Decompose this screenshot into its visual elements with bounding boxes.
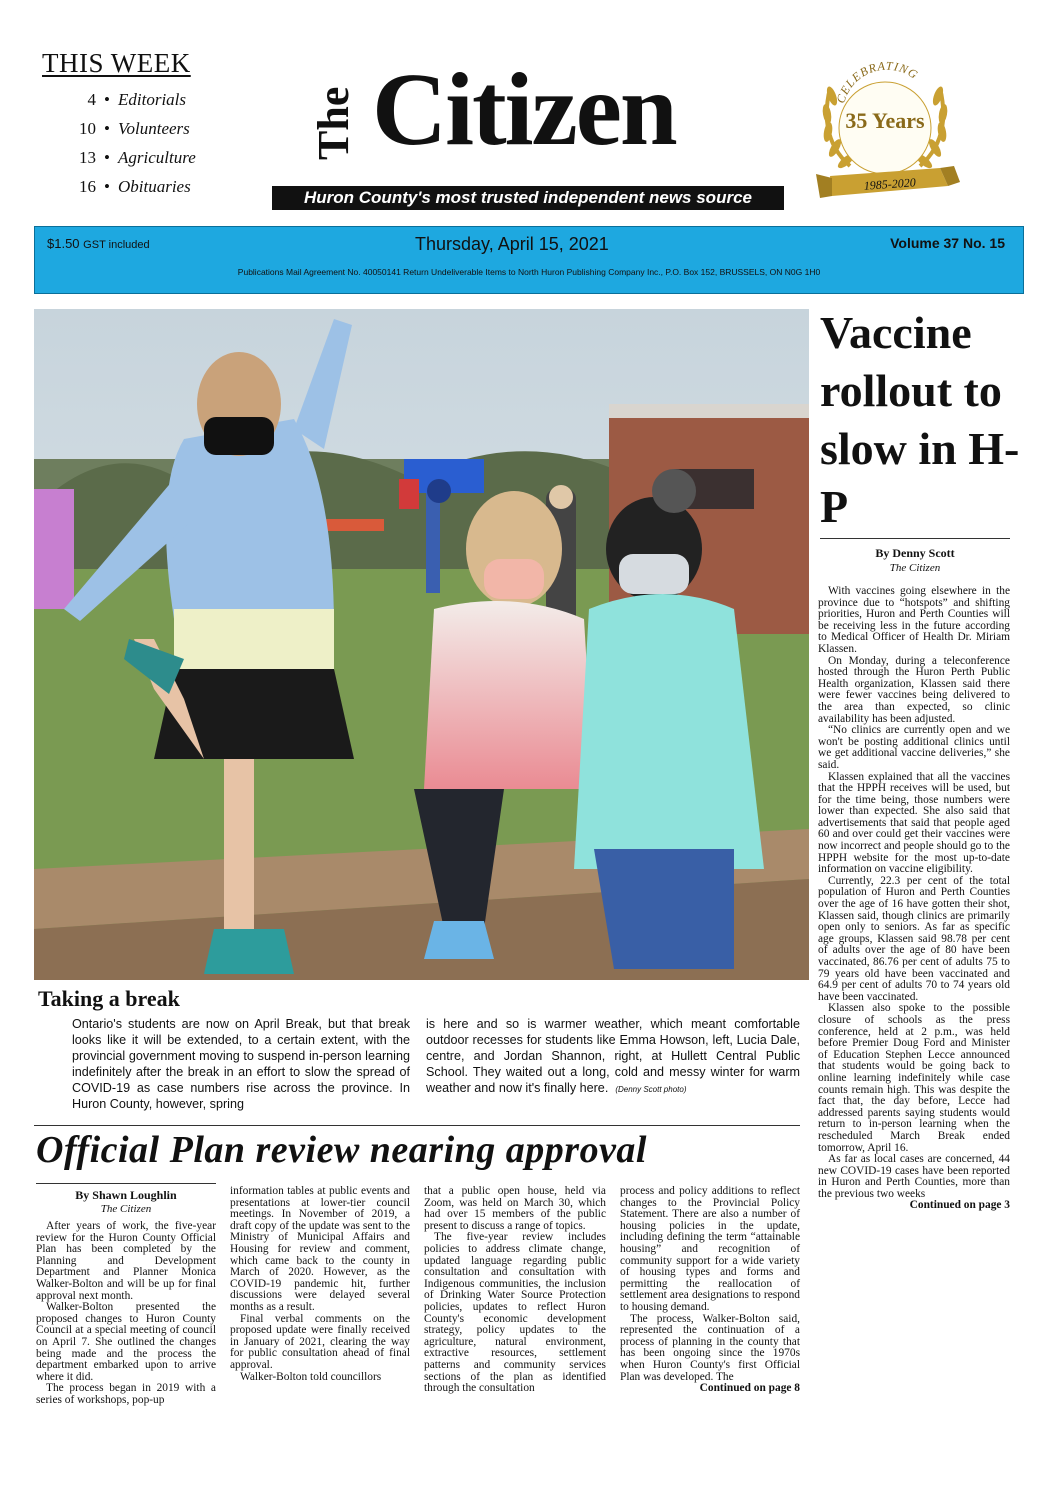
- photo-credit: (Denny Scott photo): [615, 1085, 687, 1094]
- photo-caption-left: Ontario's students are now on April Break, but that break looks like it will be extended, to a certain extent, with the provincial government moving to suspend in-person learning indefinitely after the break in an effort to slow the spread of COVID-19 as case numbers rise across the province. In Huron County, however, spring: [72, 1017, 410, 1111]
- vaccine-headline: Vaccine rollout to slow in H-P: [820, 307, 1020, 532]
- this-week-section: Editorials: [118, 90, 187, 109]
- story-paragraph: On Monday, during a teleconference hosted through the Huron Perth Public Health organization, Klassen said there were fewer vaccines being delivered to the area than expected, so clinic availability has been adjusted.: [818, 654, 1010, 725]
- plan-affiliation: The Citizen: [100, 1203, 152, 1215]
- story-paragraph: Klassen explained that all the vaccines that the HPPH receives will be used, but for the time being, those numbers were lower than expected. She also said that advertisements that said that people aged 60 and over could get their vaccines were now incorrect and people should go to the HPPH website for the most up-to-date information on vaccine eligibility.: [818, 770, 1010, 876]
- mail-agreement: Publications Mail Agreement No. 40050141 Return Undeliverable Items to North Huron Publishing Company Inc., P.O. Box 152, BRUSSELS, ON N0G 1H0: [237, 267, 821, 277]
- bullet: •: [104, 119, 110, 138]
- masthead-title: Citizen: [372, 52, 676, 167]
- story-paragraph: process and policy additions to reflect changes to the Provincial Policy Statement. There are also a number of housing policies in the update, including defining the term “attainable housing” and recognition of community support for a wide variety of housing types and forms and permitting the reallocation of settlement area designations to respond to housing demand.: [620, 1185, 800, 1313]
- masthead-tagline: Huron County's most trusted independent news source: [272, 186, 784, 210]
- seal-celebrating: CELEBRATING: [833, 58, 921, 105]
- plan-column-4: [620, 1186, 800, 1395]
- plan-column-1: [36, 1221, 216, 1407]
- photo-caption-right-text: is here and so is warmer weather, which meant comfortable outdoor recesses for students like Emma Howson, left, Lucia Dale, centre, and Jordan Shannon, right, at Hullett Central Public School. They waited out a long, cold and messy winter for warm weather and now it's finally here.: [426, 1017, 800, 1095]
- issue-volume: Volume 37 No. 15: [890, 235, 1005, 251]
- price-note: GST included: [83, 239, 150, 251]
- this-week-page: 10: [79, 119, 96, 138]
- this-week-item[interactable]: [68, 119, 190, 139]
- seal-years: 35 Years: [845, 108, 925, 133]
- story-paragraph: After years of work, the five-year review for the Huron County Official Plan has been completed by the Planning and Development Department and Planner Monica Walker-Bolton and will be up for final approval next month.: [36, 1220, 216, 1302]
- story-paragraph: Walker-Bolton presented the proposed changes to Huron County Council at a special meeting of council on April 7. She outlined the changes being made and the process the department embarked upon to arrive where it did.: [36, 1301, 216, 1383]
- photo-caption-right: [426, 1016, 800, 1098]
- divider: [34, 1125, 800, 1126]
- bullet: •: [104, 177, 110, 196]
- divider: [36, 1183, 216, 1184]
- this-week-item[interactable]: [68, 90, 186, 110]
- story-paragraph: that a public open house, held via Zoom, was held on March 30, which had over 15 members of the public present to discuss a range of topics.: [424, 1185, 606, 1232]
- story-paragraph: As far as local cases are concerned, 44 new COVID-19 cases have been reported in Huron and Perth Counties, more than the previous two weeks: [818, 1153, 1010, 1200]
- this-week-page: 13: [79, 148, 96, 167]
- plan-headline: Official Plan review nearing approval: [36, 1129, 647, 1171]
- cover-photo: [34, 309, 809, 980]
- story-paragraph: The process, Walker-Bolton said, represented the continuation of a process of planning in the county that has been ongoing since the 1970s when Huron County's first Official Plan was developed. The: [620, 1312, 800, 1383]
- plan-byline: By Shawn Loughlin: [75, 1188, 177, 1202]
- vaccine-continued-link[interactable]: Continued on page 3: [909, 1199, 1010, 1212]
- bullet: •: [104, 148, 110, 167]
- price: [47, 236, 150, 251]
- story-paragraph: “No clinics are currently open and we won't be posting additional clinics until we get additional vaccine deliveries,” she said.: [818, 724, 1010, 771]
- divider: [820, 538, 1010, 539]
- info-bar: [34, 226, 1024, 294]
- plan-continued-link[interactable]: Continued on page 8: [699, 1382, 800, 1395]
- story-paragraph: Final verbal comments on the proposed update were finally received in January of 2021, clearing the way for public consultation ahead of final approval.: [230, 1312, 410, 1371]
- price-value: $1.50: [47, 236, 80, 251]
- story-paragraph: Currently, 22.3 per cent of the total population of Huron and Perth Counties over the age of 16 have gotten their shot, Klassen said, though clinics are primarily open only to seniors. As far as specific age groups, Klassen said 98.78 per cent of adults over the age of 80 have been vaccinated, 86.76 per cent of adults 75 to 79 years old have been vaccinated and 64.9 per cent of adults 70 to 74 years old have been vaccinated.: [818, 874, 1010, 1003]
- plan-column-2: [230, 1186, 410, 1383]
- issue-date: Thursday, April 15, 2021: [415, 234, 609, 254]
- vaccine-story-body: [818, 586, 1010, 1212]
- this-week-title: THIS WEEK: [42, 48, 191, 78]
- vaccine-byline: By Denny Scott: [875, 546, 955, 560]
- masthead-the: The: [309, 86, 358, 160]
- story-paragraph: Walker-Bolton told councillors: [240, 1370, 382, 1383]
- vaccine-affiliation: The Citizen: [889, 562, 941, 574]
- anniversary-seal-icon: [810, 48, 960, 216]
- this-week-section: Obituaries: [118, 177, 191, 196]
- bullet: •: [104, 90, 110, 109]
- this-week-section: Agriculture: [118, 148, 196, 167]
- story-paragraph: The process began in 2019 with a series of workshops, pop-up: [36, 1382, 216, 1406]
- photo-title: Taking a break: [38, 986, 180, 1011]
- seal-range: 1985-2020: [863, 175, 917, 193]
- this-week-item[interactable]: [68, 177, 191, 197]
- this-week-page: 4: [87, 90, 96, 109]
- story-paragraph: With vaccines going elsewhere in the province due to “hotspots” and shifting priorities, Huron and Perth Counties will be receiving less in the future according to Medical Officer of Health Dr. Miriam Klassen.: [818, 585, 1010, 655]
- story-paragraph: Klassen also spoke to the possible closure of schools as the press conference, held at 2 p.m., was held before Premier Doug Ford and Minister of Education Stephen Lecce announced that students would be going back to online learning indefinitely while case counts remain high. This was despite the fact that, the day before, Lecce had addressed parents saying students would return to in-person learning when the rescheduled March Break ended tomorrow, April 16.: [818, 1002, 1010, 1154]
- this-week-item[interactable]: [68, 148, 196, 168]
- story-paragraph: The five-year review includes policies to address climate change, updated language regarding public consultation and consultation with Indigenous communities, the inclusion of Drinking Water Source Protection policies, updates to reflect Huron County's economic development strategy, policy updates to the agriculture, natural environment, extractive resources, settlement patterns and community services sections of the plan as identified through the consultation: [424, 1231, 606, 1395]
- story-paragraph: information tables at public events and presentations at lower-tier council meetings. In November of 2019, a draft copy of the update was sent to the Ministry of Municipal Affairs and Housing for review and comment, which came back to the county in March of 2020. However, as the COVID-19 pandemic hit, further discussions were delayed several months as a result.: [230, 1185, 410, 1313]
- this-week-page: 16: [79, 177, 96, 196]
- this-week-section: Volunteers: [118, 119, 190, 138]
- plan-column-3: [424, 1186, 606, 1395]
